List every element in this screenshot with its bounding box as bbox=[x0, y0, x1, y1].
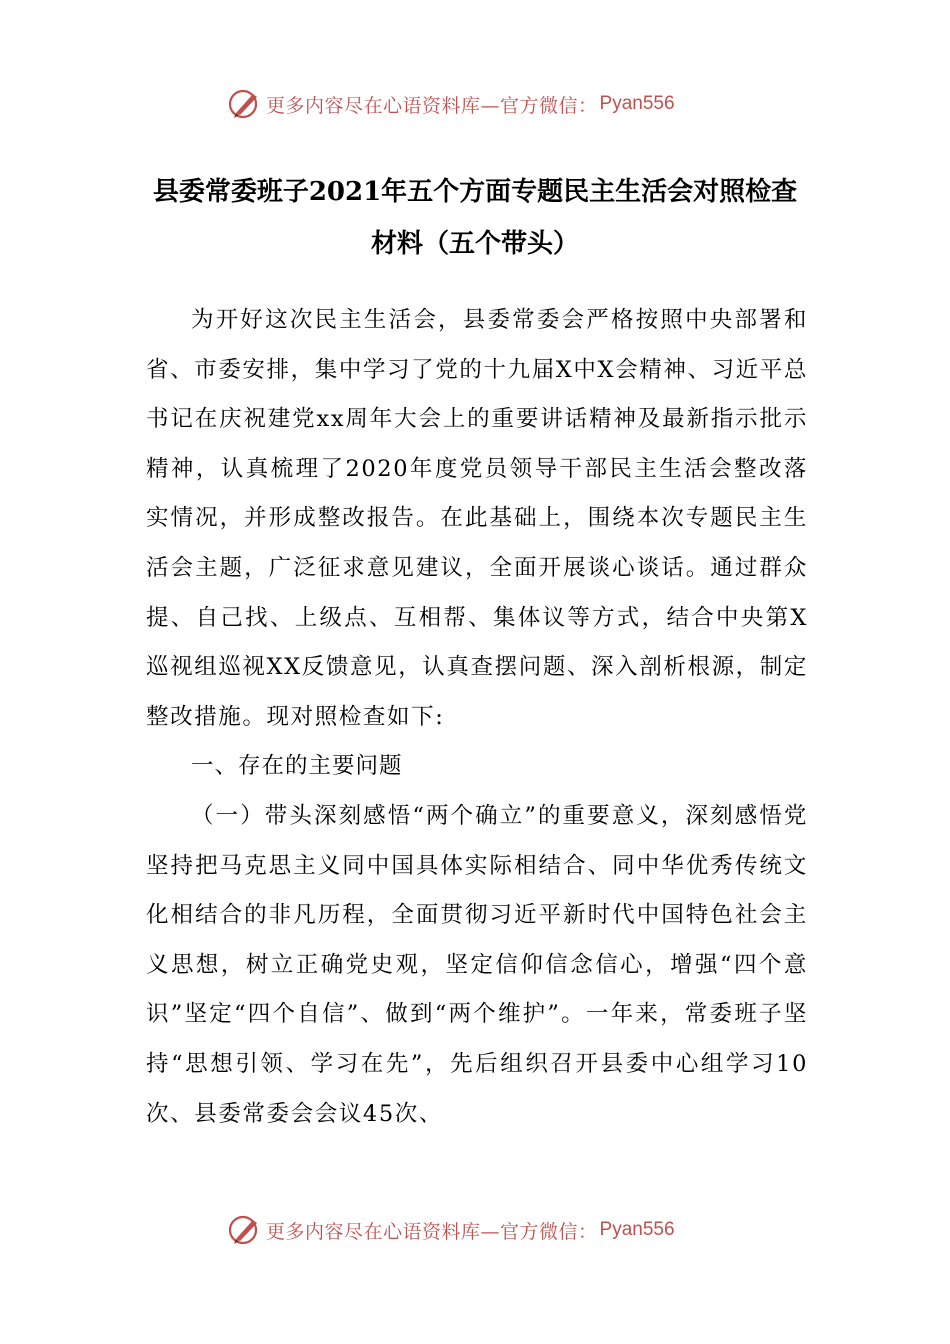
watermark-wechat-id: Pyan556 bbox=[599, 93, 675, 114]
pen-logo-icon bbox=[228, 1213, 262, 1247]
document-body bbox=[146, 296, 808, 1139]
watermark-text: 更多内容尽在心语资料库—官方微信： bbox=[266, 94, 598, 117]
document-title: 县委常委班子2021年五个方面专题民主生活会对照检查材料（五个带头） bbox=[152, 177, 798, 259]
watermark-banner-bottom bbox=[228, 1210, 748, 1250]
watermark-wechat-id: Pyan556 bbox=[599, 1219, 675, 1240]
intro-paragraph: 为开好这次民主生活会，县委常委会严格按照中央部署和省、市委安排，集中学习了党的十九届X中X会精神、习近平总书记在庆祝建党xx周年大会上的重要讲话精神及最新指示批示精神，认真梳理了2020年度党员领导干部民主生活会整改落实情况，并形成整改报告。在此基础上，围绕本次专题民主生活会主题，广泛征求意见建议，全面开展谈心谈话。通过群众提、自己找、上级点、互相帮、集体议等方式，结合中央第X巡视组巡视XX反馈意见，认真查摆问题、深入剖析根源，制定整改措施。现对照检查如下: bbox=[146, 307, 808, 730]
watermark-text: 更多内容尽在心语资料库—官方微信： bbox=[266, 1220, 598, 1243]
watermark-banner-top bbox=[228, 84, 748, 124]
section-heading: 一、存在的主要问题 bbox=[191, 753, 403, 780]
pen-logo-icon bbox=[228, 87, 262, 121]
section-paragraph: （一）带头深刻感悟“两个确立”的重要意义，深刻感悟党坚持把马克思主义同中国具体实际相结合、同中华优秀传统文化相结合的非凡历程，全面贯彻习近平新时代中国特色社会主义思想，树立正确党史观，坚定信仰信念信心，增强“四个意识”坚定“四个自信”、做到“两个维护”。一年来，常委班子坚持“思想引领、学习在先”，先后组织召开县委中心组学习10次、县委常委会会议45次、 bbox=[146, 802, 808, 1127]
